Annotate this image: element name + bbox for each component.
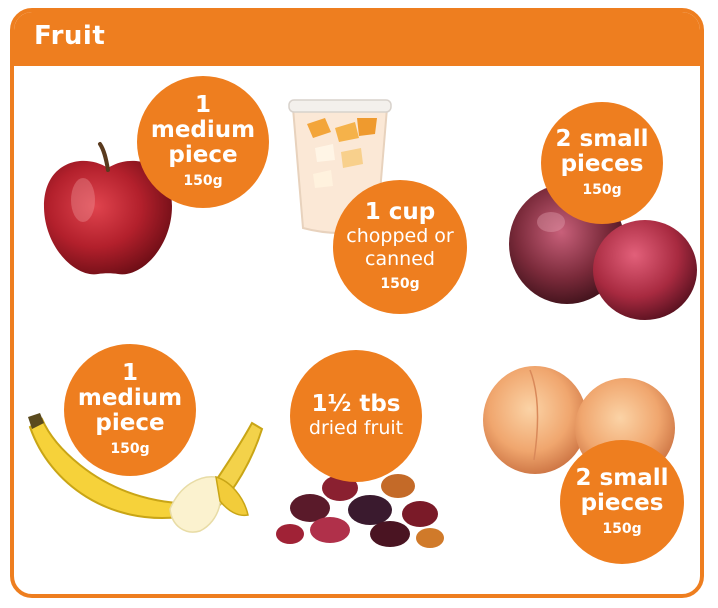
banana-unit-line-1: medium bbox=[77, 385, 183, 411]
apple-unit-line-2: piece bbox=[168, 142, 238, 168]
fruit-cup-weight: 150g bbox=[380, 276, 420, 292]
plums-unit: pieces bbox=[560, 150, 644, 177]
apple-serving-badge bbox=[137, 76, 269, 208]
banana-unit-line-2: piece bbox=[95, 410, 165, 436]
apple-weight: 150g bbox=[183, 173, 223, 189]
dried-fruit-serving-badge bbox=[290, 350, 422, 482]
apple-quantity: 1 bbox=[194, 92, 211, 118]
apricots-quantity: 2 small bbox=[575, 464, 669, 491]
apple-unit-line-1: medium bbox=[150, 117, 256, 143]
dried-fruit-description: dried fruit bbox=[308, 417, 404, 439]
card-header bbox=[14, 12, 700, 66]
fruit-cup-description-line-1: chopped or bbox=[346, 225, 454, 247]
banana-quantity: 1 bbox=[121, 360, 138, 386]
apricots-serving-badge bbox=[560, 440, 684, 564]
plums-serving-badge bbox=[541, 102, 663, 224]
plums-weight: 150g bbox=[582, 181, 622, 198]
banana-weight: 150g bbox=[110, 441, 150, 457]
banana-serving-badge bbox=[64, 344, 196, 476]
apricots-weight: 150g bbox=[602, 520, 642, 537]
dried-fruit-quantity: 1½ tbs bbox=[311, 391, 401, 417]
fruit-cup-description-line-2: canned bbox=[365, 248, 435, 270]
card-title: Fruit bbox=[34, 21, 106, 51]
fruit-cup-quantity: 1 cup bbox=[364, 199, 436, 225]
plums-quantity: 2 small bbox=[555, 125, 649, 152]
apricots-unit: pieces bbox=[580, 489, 664, 516]
fruit-cup-serving-badge bbox=[333, 180, 467, 314]
